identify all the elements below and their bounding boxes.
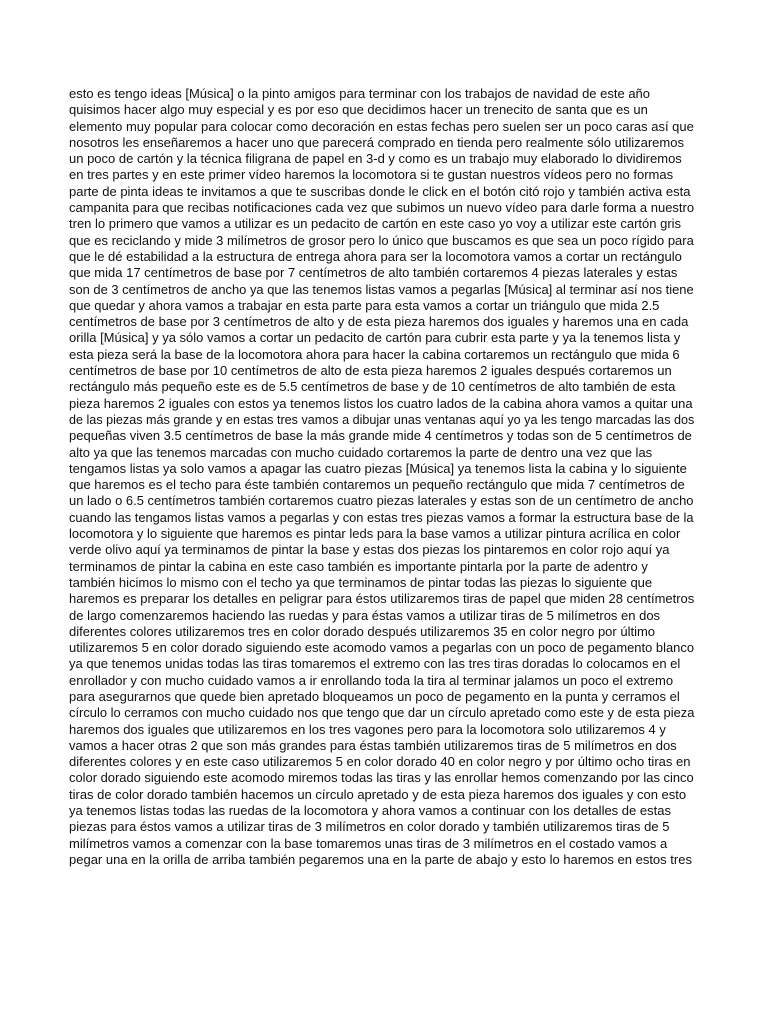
document-page [69, 86, 694, 868]
text-line: elemento muy popular para colocar como decoración en estas fechas pero suelen ser un poco caras así que [69, 118, 694, 134]
text-line: diferentes colores utilizaremos tres en color dorado después utilizaremos 35 en color negro por último [69, 623, 656, 639]
text-line: pequeñas viven 3.5 centímetros de base la más grande mide 4 centímetros y todas son de 5 centímetros de [69, 428, 692, 444]
text-line: un lado o 6.5 centímetros también cortaremos cuatro piezas laterales y estas son de un centímetro de ancho [69, 493, 694, 509]
text-line: haremos dos iguales que utilizaremos en los tres vagones pero para la locomotora solo utilizaremos 4 y [69, 721, 666, 737]
text-line: que mida 17 centímetros de base por 7 centímetros de alto también cortaremos 4 piezas laterales y estas [69, 265, 678, 281]
text-line: ya tenemos listas todas las ruedas de la locomotora y ahora vamos a continuar con los detalles de estas [69, 803, 671, 819]
text-line: color dorado siguiendo este acomodo miremos todas las tiras y las enrollar hemos comenzando por las cinco [69, 770, 694, 786]
text-line: alto ya que las tenemos marcadas con mucho cuidado cortaremos la parte de dentro una vez que las [69, 444, 653, 460]
text-line: ya que tenemos unidas todas las tiras tomaremos el extremo con las tres tiras doradas lo colocamos en el [69, 656, 681, 672]
transcript-text [69, 86, 694, 868]
text-line: rectángulo más pequeño este es de 5.5 centímetros de base y de 10 centímetros de alto también de esta [69, 379, 676, 395]
text-line: centímetros de base por 3 centímetros de alto y de esta pieza haremos dos iguales y haremos una en cada [69, 314, 689, 330]
text-line: que le dé estabilidad a la estructura de entrega ahora para ser la locomotora vamos a cortar un rectángulo [69, 248, 682, 264]
text-line: esto es tengo ideas [Música] o la pinto amigos para terminar con los trabajos de navidad de este año [69, 86, 651, 101]
text-line: cuando las tengamos listas vamos a pegarlas y con estas tres piezas vamos a formar la estructura base de la [69, 509, 694, 525]
text-line: piezas para éstos vamos a utilizar tiras de 3 milímetros en color dorado y también utilizaremos tiras de 5 [69, 819, 670, 835]
text-line: que es reciclando y mide 3 milímetros de grosor pero lo único que buscamos es que sea un poco rígido para [69, 232, 694, 248]
text-line: enrollador y con mucho cuidado vamos a ir enrollando toda la tira al terminar jalamos un poco el extremo [69, 672, 674, 688]
text-line: vamos a hacer otras 2 que son más grandes para éstas también utilizaremos tiras de 5 milímetros en dos [69, 737, 677, 753]
text-line: esta pieza será la base de la locomotora ahora para hacer la cabina cortaremos un rectángulo que mida 6 [69, 346, 680, 362]
text-line: parte de pinta ideas te invitamos a que te suscribas donde le click en el botón citó rojo y también activa esta [69, 183, 691, 199]
text-line: son de 3 centímetros de ancho ya que las tenemos listas vamos a pegarlas [Música] al terminar así nos tiene [69, 281, 694, 297]
text-line: que haremos es el techo para éste también contaremos un pequeño rectángulo que mida 7 centímetros de [69, 477, 685, 493]
text-line: de largo comenzaremos haciendo las ruedas y para éstas vamos a utilizar tiras de 5 milímetros en dos [69, 607, 661, 623]
text-line: tiras de color dorado también hacemos un círculo apretado y de esta pieza haremos dos iguales y con esto [69, 786, 687, 802]
text-line: un poco de cartón y la técnica filigrana de papel en 3-d y como es un trabajo muy elaborado lo dividiremos [69, 151, 682, 167]
text-line: tengamos listas ya solo vamos a apagar las cuatro piezas [Música] ya tenemos lista la cabina y lo siguiente [69, 460, 687, 476]
text-line: utilizaremos 5 en color dorado siguiendo este acomodo vamos a pegarlas con un poco de pegamento blanco [69, 640, 695, 656]
text-line: campanita para que recibas notificaciones cada vez que subimos un nuevo vídeo para darle forma a nuestro [69, 200, 695, 216]
text-line: diferentes colores y en este caso utilizaremos 5 en color dorado 40 en color negro y por último ocho tiras en [69, 754, 691, 770]
text-line: pieza haremos 2 iguales con estos ya tenemos listos los cuatro lados de la cabina ahora vamos a quitar una [69, 395, 693, 411]
text-line: en tres partes y en este primer vídeo haremos la locomotora si te gustan nuestros vídeos pero no formas [69, 167, 674, 183]
text-line: pegar una en la orilla de arriba también pegaremos una en la parte de abajo y esto lo haremos en estos tres [69, 851, 692, 867]
text-line: tren lo primero que vamos a utilizar es un pedacito de cartón en este caso yo voy a utilizar este cartón gris [69, 216, 682, 232]
text-line: haremos es preparar los detalles en peligrar para éstos utilizaremos tiras de papel que miden 28 centímetros [69, 591, 695, 607]
text-line: quisimos hacer algo muy especial y es por eso que decidimos hacer un trenecito de santa que es un [69, 102, 648, 118]
text-line: verde olivo aquí ya terminamos de pintar la base y estas dos piezas los pintaremos en color rojo aquí ya [69, 542, 670, 558]
text-line: terminamos de pintar la cabina en este caso también es importante pintarla por la parte de adentro y [69, 558, 648, 574]
text-line: locomotora y lo siguiente que haremos es pintar leds para la base vamos a utilizar pintura acrílica en color [69, 526, 681, 542]
text-line: para asegurarnos que quede bien apretado bloqueamos un poco de pegamento en la punta y cerramos el [69, 688, 680, 704]
text-line: también hicimos lo mismo con el techo ya que terminamos de pintar todas las piezas lo siguiente que [69, 574, 653, 590]
text-line: centímetros de base por 10 centímetros de alto de esta pieza haremos 2 iguales después cortaremos un [69, 363, 672, 379]
text-line: nosotros les enseñaremos a hacer uno que parecerá comprado en tienda pero realmente sólo utilizaremos [69, 134, 684, 150]
text-line: círculo lo cerramos con mucho cuidado nos que tengo que dar un círculo apretado como este y de esta pieza [69, 705, 695, 721]
text-line: de las piezas más grande y en estas tres vamos a dibujar unas ventanas aquí yo ya les tengo marcadas las dos [69, 411, 695, 427]
text-line: orilla [Música] y ya sólo vamos a cortar un pedacito de cartón para cubrir esta parte y ya la tenemos lista y [69, 330, 681, 346]
text-line: milímetros vamos a comenzar con la base tomaremos unas tiras de 3 milímetros en el costado vamos a [69, 835, 668, 851]
text-line: que quedar y ahora vamos a trabajar en esta parte para esta vamos a cortar un triángulo que mida 2.5 [69, 297, 660, 313]
